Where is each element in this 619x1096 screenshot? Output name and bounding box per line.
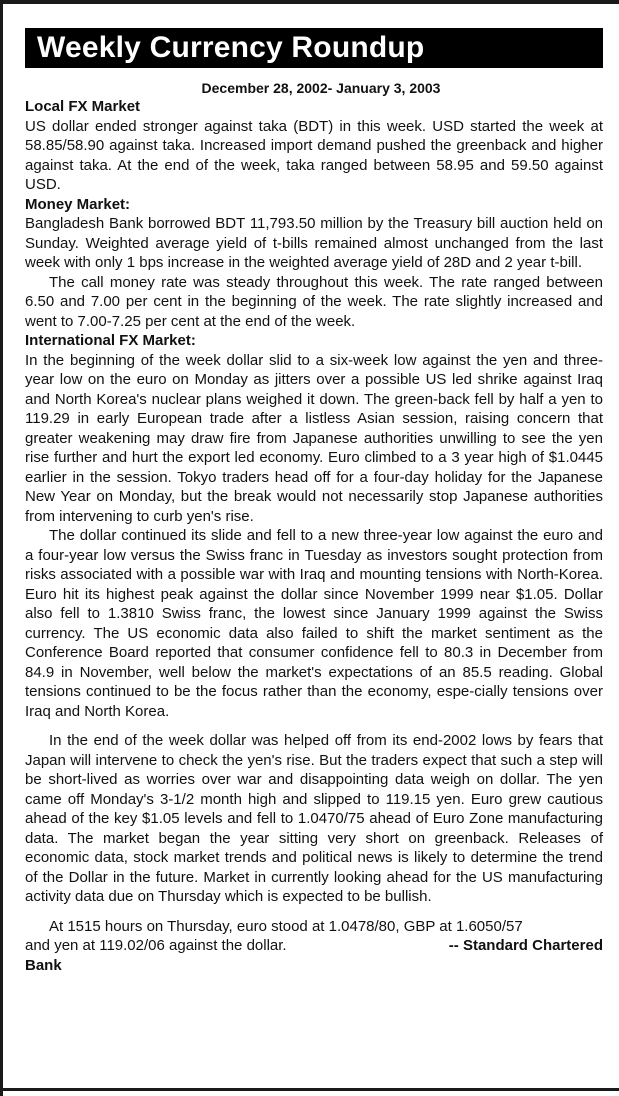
closing-line — [25, 936, 603, 956]
left-rule — [0, 0, 3, 1096]
closing-paragraph — [25, 917, 603, 976]
paragraph-money-market-2: The call money rate was steady throughout this week. The rate ranged between 6.50 and 7.00 per cent in the beginning of the week. The rate slightly increased and went to 7.00-7.25 per cent at the end of the week. — [25, 273, 603, 330]
article — [25, 28, 603, 975]
credit-tail: Bank — [25, 956, 62, 974]
closing-text-lead: At 1515 hours on Thursday, euro stood at 1.0478/80, GBP at 1.6050/57 — [49, 917, 523, 935]
paragraph-money-market-1: Bangladesh Bank borrowed BDT 11,793.50 million by the Treasury bill auction held on Sunday. Weighted average yield of t-bills remained almost unchanged from the last week with only 1 bps increase in the weighted average yield of 28D and 2 year t-bill. — [25, 215, 603, 271]
section-international-fx — [25, 331, 603, 907]
section-money-market — [25, 195, 603, 332]
paragraph-local-fx-1: US dollar ended stronger against taka (BDT) in this week. USD started the week at 58.85/58.90 against taka. Increased import demand pushed the greenback and higher against taka. At the end of the week, taka ranged between 58.95 and 59.50 against USD. — [25, 117, 603, 193]
section-heading-money-market: Money Market: — [25, 195, 131, 213]
paragraph-international-fx-1: In the beginning of the week dollar slid to a six-week low against the yen and three-year low on the euro on Monday as jitters over a possible US led shrike against Iraq and North Korea's nuclear plans weighed it down. The green-back fell by half a yen to 119.29 in early European trade after a listless Asian session, raising concern that greater weakening may draw fire from Japanese authorities unwilling to see the yen rise further and hurt the export led economy. Euro climbed to a 3 year high of $1.0445 earlier in the session. Tokyo traders head off for a four-day holiday for the Japanese New Year on Monday, but the break would not necessarily stop Japanese authorities from intervening to curb yen's rise. — [25, 351, 603, 525]
paragraph-international-fx-3: In the end of the week dollar was helped off from its end-2002 lows by fears that Japan will intervene to check the yen's rise. But the traders expect that such a step will be short-lived as worries over war and disappointing data weigh on dollar. The yen came off Monday's 3-1/2 month high and slipped to 119.15 yen. Euro grew cautious ahead of the key $1.05 levels and fell to 1.0470/75 ahead of Euro Zone manufacturing data. The market began the year sitting very short on greenback. Releases of economic data, stock market trends and political news is likely to determine the trend of the Dollar in the future. Market in currently looking ahead for the US manufacturing activity data due on Thursday which is expected to be bullish. — [25, 732, 603, 905]
credit-lead: -- Standard Chartered — [448, 937, 603, 954]
top-rule — [0, 0, 619, 4]
section-heading-international-fx: International FX Market: — [25, 332, 196, 349]
bottom-rule — [0, 1088, 619, 1091]
dateline: December 28, 2002- January 3, 2003 — [201, 80, 441, 96]
section-local-fx — [25, 97, 603, 195]
section-heading-local-fx: Local FX Market — [25, 98, 141, 115]
closing-text-tail: and yen at 119.02/06 against the dollar. — [25, 937, 287, 954]
headline: Weekly Currency Roundup — [25, 28, 603, 68]
paragraph-international-fx-2: The dollar continued its slide and fell to a new three-year low against the euro and a four-year low versus the Swiss franc in Tuesday as investors sought protection from risks associated with a possible war with Iraq and mounting tensions with North-Korea. Euro hit its highest peak against the dollar since November 1999 near $1.05. Dollar also fell to 1.3810 Swiss franc, the lowest since January 1999 against the Swiss currency. The US economic data also failed to shift the market sentiment as the Conference Board reported that consumer confidence fell to 80.3 in December from 84.9 in November, well below the market's expectations of an 85.5 reading. Global tensions continued to be the focus rather than the economy, espe-cially tensions over Iraq and North Korea. — [25, 527, 603, 720]
